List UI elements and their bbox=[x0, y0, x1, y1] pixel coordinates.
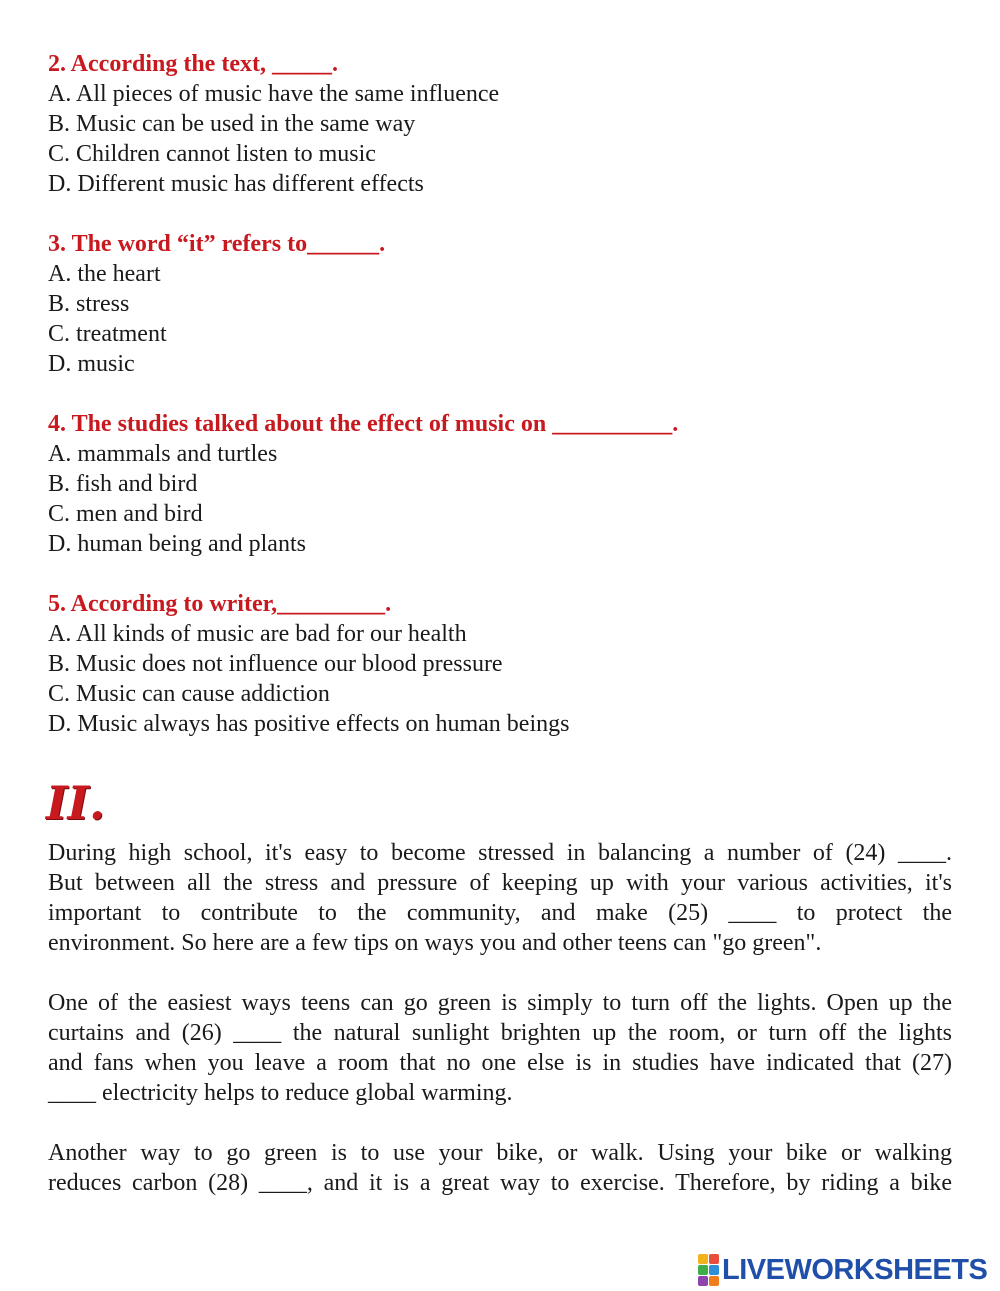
question-2-option-c: C. Children cannot listen to music bbox=[48, 141, 376, 167]
paragraph-1-line: environment. So here are a few tips on ways you and other teens can "go green". bbox=[48, 930, 822, 956]
question-3-option-c: C. treatment bbox=[48, 321, 167, 347]
question-2-option-d: D. Different music has different effects bbox=[48, 171, 424, 197]
paragraph-2-line: ____ electricity helps to reduce global warming. bbox=[48, 1080, 513, 1106]
question-5-stem: 5. According to writer,_________. bbox=[48, 591, 392, 617]
paragraph-1-line: But between all the stress and pressure of keeping up with your various activities, it's bbox=[48, 870, 952, 896]
paragraph-3-line: reduces carbon (28) ____, and it is a great way to exercise. Therefore, by riding a bike bbox=[48, 1170, 952, 1196]
question-4-option-c: C. men and bird bbox=[48, 501, 203, 527]
question-5-option-b: B. Music does not influence our blood pressure bbox=[48, 651, 503, 677]
paragraph-1-line: important to contribute to the community, and make (25) ____ to protect the bbox=[48, 900, 952, 926]
question-3-option-b: B. stress bbox=[48, 291, 130, 317]
question-2-option-a: A. All pieces of music have the same influence bbox=[48, 81, 500, 107]
question-2-option-b: B. Music can be used in the same way bbox=[48, 111, 416, 137]
question-3-option-a: A. the heart bbox=[48, 261, 161, 287]
question-4-stem: 4. The studies talked about the effect of music on __________. bbox=[48, 411, 679, 437]
brand-name: LIVEWORKSHEETS bbox=[722, 1253, 988, 1286]
paragraph-2-line: and fans when you leave a room that no one else is in studies have indicated that (27) bbox=[48, 1050, 952, 1076]
paragraph-2-line: curtains and (26) ____ the natural sunlight brighten up the room, or turn off the lights bbox=[48, 1020, 952, 1046]
question-4-option-b: B. fish and bird bbox=[48, 471, 198, 497]
paragraph-3-line: Another way to go green is to use your bike, or walk. Using your bike or walking bbox=[48, 1140, 952, 1166]
paragraph-1-line: During high school, it's easy to become stressed in balancing a number of (24) ____. bbox=[48, 840, 952, 866]
question-5-option-a: A. All kinds of music are bad for our health bbox=[48, 621, 467, 647]
question-4-option-d: D. human being and plants bbox=[48, 531, 306, 557]
liveworksheets-logo[interactable] bbox=[698, 1253, 987, 1287]
question-2-stem: 2. According the text, _____. bbox=[48, 51, 338, 77]
question-4-option-a: A. mammals and turtles bbox=[48, 441, 278, 467]
question-5-option-c: C. Music can cause addiction bbox=[48, 681, 330, 707]
question-3-option-d: D. music bbox=[48, 351, 135, 377]
paragraph-2-line: One of the easiest ways teens can go green is simply to turn off the lights. Open up the bbox=[48, 990, 952, 1016]
section-heading: II. bbox=[46, 776, 106, 830]
question-5-option-d: D. Music always has positive effects on human beings bbox=[48, 711, 570, 737]
question-3-stem: 3. The word “it” refers to______. bbox=[48, 231, 386, 257]
logo-mark-icon bbox=[698, 1254, 719, 1286]
